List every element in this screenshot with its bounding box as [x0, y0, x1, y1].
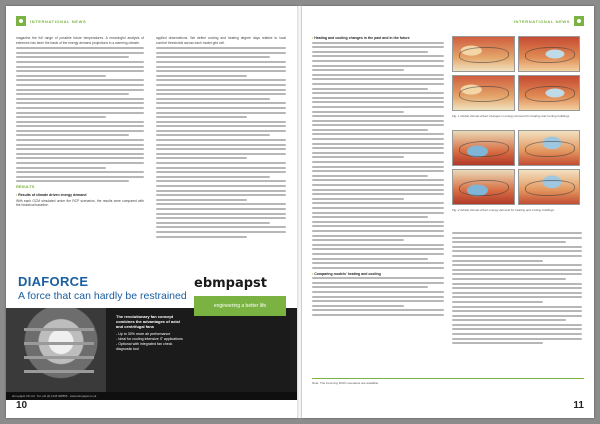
ebmpapst-logo: ebmpapst [194, 276, 268, 291]
text-line [156, 112, 286, 114]
text-line [312, 230, 444, 232]
text-line [312, 42, 444, 44]
text-line [156, 153, 286, 155]
text-line [452, 283, 582, 285]
text-line [16, 47, 144, 49]
text-line [16, 121, 144, 123]
text-line [156, 134, 270, 136]
world-map-image [452, 36, 515, 72]
text-line [312, 248, 444, 250]
text-line [452, 306, 582, 308]
text-line [312, 296, 444, 298]
text-line [156, 47, 286, 49]
fan-product-image [6, 308, 106, 392]
text-line [452, 333, 582, 335]
text-line [312, 309, 444, 311]
text-line [312, 51, 428, 53]
fan-fin [24, 342, 94, 345]
text-line [156, 139, 286, 141]
text-line [452, 310, 582, 312]
text-line [312, 74, 444, 76]
text-line [452, 250, 582, 252]
text-line [312, 138, 444, 140]
text-line [452, 296, 582, 298]
text-line [16, 153, 144, 155]
text-line [312, 46, 444, 48]
text-line [156, 107, 286, 109]
text-line [312, 106, 444, 108]
text-line [156, 66, 286, 68]
text-line [16, 116, 106, 118]
text-line [312, 92, 444, 94]
text-line [156, 116, 247, 118]
text-line [312, 175, 428, 177]
right-column-2 [452, 232, 582, 347]
text-line [452, 241, 566, 243]
ad-brand: DIAFORCE [18, 274, 89, 289]
text-line [156, 93, 286, 95]
text-line [156, 162, 286, 164]
left-page-header [16, 15, 86, 27]
text-line [312, 244, 444, 246]
text-line [312, 193, 444, 195]
text-line [156, 70, 286, 72]
text-line [156, 157, 247, 159]
text-line [312, 147, 444, 149]
text-line [16, 75, 106, 77]
text-line [312, 216, 428, 218]
text-line [312, 83, 444, 85]
text-line [16, 134, 129, 136]
text-line [312, 179, 444, 181]
text-line [452, 260, 543, 262]
results-heading: RESULTS [16, 184, 35, 190]
figure-1 [452, 36, 580, 118]
text-line [312, 111, 404, 113]
text-line [452, 319, 566, 321]
text-line [156, 213, 286, 215]
text-line [156, 52, 286, 54]
left-col2-intro: applied observations. We define cooling and heating degree days relative to local comfort thresholds across each model grid cell. [156, 36, 286, 45]
text-line [452, 301, 543, 303]
ad-badge: engineering a better life [194, 296, 286, 316]
text-line [156, 102, 286, 104]
text-line [16, 70, 144, 72]
right-page-header [514, 15, 584, 27]
text-line [312, 161, 444, 163]
text-line [156, 208, 286, 210]
ebmpapst-advertisement[interactable] [6, 268, 298, 400]
text-line [156, 130, 286, 132]
magazine-spread [6, 6, 594, 418]
text-line [312, 60, 444, 62]
text-line [156, 217, 286, 219]
text-line [16, 107, 144, 109]
results-bullet: • Results of climate driven energy demand [16, 193, 144, 198]
ad-bullet: - Optional with integrated fan check diagnostic tool [116, 342, 173, 351]
text-line [156, 125, 286, 127]
figure-1-maps [452, 36, 580, 111]
text-line [452, 273, 582, 275]
left-col1-intro: magazine the full range of possible future temperatures. A meaningful analysis of extremes has been the basis of the energy demand projections in a warming climate. [16, 36, 144, 45]
text-line [452, 232, 582, 234]
text-line [312, 198, 404, 200]
fan-fin [24, 356, 94, 359]
text-line [156, 75, 247, 77]
left-page [6, 6, 298, 418]
text-line [16, 125, 144, 127]
text-line [156, 171, 286, 173]
text-line [16, 157, 144, 159]
text-line [16, 66, 144, 68]
text-line [312, 97, 444, 99]
text-line [16, 167, 106, 169]
text-line [452, 287, 582, 289]
text-line [16, 89, 144, 91]
text-line [156, 236, 247, 238]
text-line [156, 79, 286, 81]
text-line [16, 171, 144, 173]
right-column-1 [312, 36, 444, 319]
text-line [312, 143, 444, 145]
footnote-box [312, 378, 584, 395]
text-line [16, 98, 144, 100]
ad-tagline: A force that can hardly be restrained [18, 290, 187, 302]
text-line [312, 120, 444, 122]
text-line [452, 264, 582, 266]
world-map-image [452, 130, 515, 166]
left-column-1 [16, 36, 144, 210]
world-map-image [452, 75, 515, 111]
figure-1-caption: Fig. 1 Global climate driven changes in energy demand for heating and cooling buildings. [452, 114, 571, 118]
right-page [302, 6, 594, 418]
text-line [312, 129, 428, 131]
text-line [312, 202, 444, 204]
text-line [156, 144, 286, 146]
ad-footer: ebm-papst UK Ltd · Tel +44 (0) 1245 468555 · www.ebmpapst.co.uk [6, 392, 298, 400]
text-line [16, 93, 129, 95]
text-line [156, 185, 286, 187]
text-line [156, 180, 286, 182]
left-header-title: INTERNATIONAL NEWS [30, 18, 87, 24]
world-map-image [518, 75, 581, 111]
text-line [452, 255, 582, 257]
text-line [452, 342, 543, 344]
left-column-2 [156, 36, 286, 240]
text-line [312, 262, 444, 264]
comparing-models-bullet: • Comparing models' heating and cooling [312, 272, 444, 277]
world-map-image [518, 36, 581, 72]
heating-cooling-bullet: • Heating and cooling changes in the past and in the future [312, 36, 444, 41]
world-map-image [518, 169, 581, 205]
text-line [312, 235, 444, 237]
text-line [156, 194, 286, 196]
text-line [312, 115, 444, 117]
text-line [312, 267, 444, 269]
ad-bullet: - Up to 30% more air performance [116, 332, 171, 336]
text-line [312, 221, 444, 223]
text-line [16, 52, 144, 54]
text-line [312, 189, 444, 191]
text-line [312, 239, 404, 241]
text-line [16, 102, 144, 104]
fan-fin [24, 328, 94, 331]
text-line [16, 56, 129, 58]
text-line [452, 292, 582, 294]
text-line [312, 166, 444, 168]
text-line [312, 277, 444, 279]
text-line [312, 291, 444, 293]
text-line [156, 89, 286, 91]
ad-copy [116, 314, 188, 352]
text-line [312, 286, 428, 288]
right-header-title: INTERNATIONAL NEWS [513, 18, 570, 24]
world-map-image [452, 169, 515, 205]
text-line [16, 176, 144, 178]
left-folio [16, 400, 27, 411]
text-line [16, 180, 129, 182]
text-line [312, 170, 444, 172]
text-line [156, 98, 270, 100]
figure-2 [452, 130, 580, 212]
text-line [156, 56, 270, 58]
text-line [16, 130, 144, 132]
text-line [312, 88, 428, 90]
text-line [156, 148, 286, 150]
results-text: With each GCM simulated under the RCP scenarios, the results were compared with the historical baseline. [16, 198, 144, 208]
text-line [312, 314, 444, 316]
text-line [156, 231, 286, 233]
figure-2-maps [452, 130, 580, 205]
text-line [312, 152, 444, 154]
text-line [156, 199, 247, 201]
footnote-text: Note: The incoming RCPs scenarios are available [312, 381, 379, 385]
text-line [452, 338, 582, 340]
text-line [16, 148, 144, 150]
text-line [452, 246, 582, 248]
text-line [16, 162, 144, 164]
text-line [312, 184, 444, 186]
text-line [16, 79, 144, 81]
section-logo-icon [16, 16, 26, 26]
text-line [452, 278, 566, 280]
text-line [312, 78, 444, 80]
text-line [156, 226, 286, 228]
left-page-number: 10 [16, 400, 28, 411]
text-line [156, 190, 286, 192]
text-line [312, 253, 444, 255]
fan-fin [24, 370, 94, 373]
text-line [452, 269, 582, 271]
text-line [312, 258, 428, 260]
right-folio [573, 400, 584, 411]
text-line [452, 328, 582, 330]
section-logo-icon [574, 16, 584, 26]
text-line [156, 222, 270, 224]
text-line [16, 144, 144, 146]
text-line [156, 61, 286, 63]
text-line [312, 124, 444, 126]
figure-2-caption: Fig. 2 Global climate driven energy demand for heating and cooling buildings. [452, 208, 555, 212]
text-line [312, 65, 444, 67]
text-line [312, 300, 444, 302]
text-line [312, 207, 444, 209]
text-line [452, 315, 582, 317]
text-line [312, 282, 444, 284]
text-line [312, 69, 404, 71]
text-line [312, 225, 444, 227]
right-page-number: 11 [573, 400, 584, 411]
text-line [156, 176, 270, 178]
text-line [16, 139, 144, 141]
text-line [156, 167, 286, 169]
text-line [156, 84, 286, 86]
text-line [16, 112, 144, 114]
text-line [16, 61, 144, 63]
text-line [452, 324, 582, 326]
text-line [312, 156, 404, 158]
text-line [312, 305, 404, 307]
ad-bullet: - Ideal for cooling intensive IT applications [116, 337, 183, 341]
text-line [156, 203, 286, 205]
world-map-image [518, 130, 581, 166]
text-line [312, 212, 444, 214]
text-line [156, 121, 286, 123]
text-line [312, 101, 444, 103]
text-line [312, 55, 444, 57]
text-line [16, 84, 144, 86]
text-line [312, 133, 444, 135]
text-line [452, 237, 582, 239]
ad-lead: The revolutionary fan concept combines the advantages of axial and centrifugal fans [116, 314, 180, 329]
